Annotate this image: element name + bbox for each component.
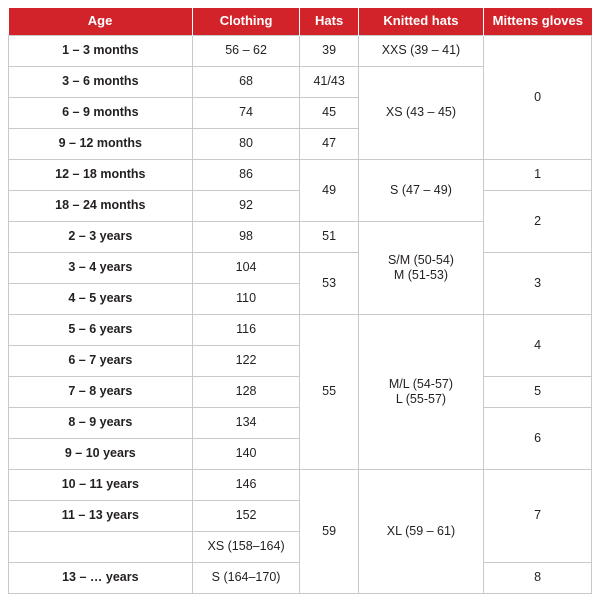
cell-clothing: S (164–170) — [192, 562, 300, 593]
table-row — [9, 314, 592, 345]
cell-knitted-hats: XXS (39 – 41) — [358, 35, 483, 66]
cell-hats: 51 — [300, 221, 358, 252]
header-mittens-gloves: Mittens gloves — [484, 8, 592, 35]
cell-clothing: 140 — [192, 438, 300, 469]
table-row — [9, 159, 592, 190]
cell-mittens-gloves: 8 — [484, 562, 592, 593]
cell-clothing: 104 — [192, 252, 300, 283]
cell-age: 9 – 10 years — [9, 438, 193, 469]
cell-clothing: 86 — [192, 159, 300, 190]
cell-age: 2 – 3 years — [9, 221, 193, 252]
cell-clothing: 92 — [192, 190, 300, 221]
header-clothing: Clothing — [192, 8, 300, 35]
cell-age: 5 – 6 years — [9, 314, 193, 345]
cell-hats: 41/43 — [300, 66, 358, 97]
table-body — [9, 35, 592, 593]
cell-clothing: 74 — [192, 97, 300, 128]
table-row — [9, 469, 592, 500]
header-row — [9, 8, 592, 35]
cell-hats: 59 — [300, 469, 358, 593]
size-chart-table — [8, 8, 592, 594]
cell-age: 13 – … years — [9, 562, 193, 593]
cell-clothing: 122 — [192, 345, 300, 376]
cell-age: 8 – 9 years — [9, 407, 193, 438]
cell-age: 7 – 8 years — [9, 376, 193, 407]
cell-knitted-hats: XS (43 – 45) — [358, 66, 483, 159]
cell-mittens-gloves: 3 — [484, 252, 592, 314]
cell-hats: 47 — [300, 128, 358, 159]
cell-mittens-gloves: 0 — [484, 35, 592, 159]
cell-mittens-gloves: 4 — [484, 314, 592, 376]
knitted-hats-line-1: S/M (50-54) — [387, 252, 454, 267]
cell-age: 6 – 9 months — [9, 97, 193, 128]
cell-clothing: 56 – 62 — [192, 35, 300, 66]
cell-clothing: 128 — [192, 376, 300, 407]
cell-age: 10 – 11 years — [9, 469, 193, 500]
cell-clothing: XS (158–164) — [192, 531, 300, 562]
cell-age: 18 – 24 months — [9, 190, 193, 221]
cell-hats: 39 — [300, 35, 358, 66]
cell-knitted-hats: S (47 – 49) — [358, 159, 483, 221]
cell-age: 9 – 12 months — [9, 128, 193, 159]
header-knitted-hats: Knitted hats — [358, 8, 483, 35]
cell-knitted-hats — [358, 221, 483, 314]
table-row — [9, 35, 592, 66]
cell-age: 12 – 18 months — [9, 159, 193, 190]
cell-hats: 49 — [300, 159, 358, 221]
cell-hats: 55 — [300, 314, 358, 469]
cell-knitted-hats: XL (59 – 61) — [358, 469, 483, 593]
cell-clothing: 116 — [192, 314, 300, 345]
cell-mittens-gloves: 1 — [484, 159, 592, 190]
table-row — [9, 252, 592, 283]
knitted-hats-line-2: M (51-53) — [393, 267, 449, 282]
knitted-hats-line-2: L (55-57) — [395, 391, 447, 406]
cell-age: 3 – 6 months — [9, 66, 193, 97]
cell-clothing: 98 — [192, 221, 300, 252]
knitted-hats-line-1: M/L (54-57) — [388, 376, 454, 391]
cell-mittens-gloves: 7 — [484, 469, 592, 562]
cell-clothing: 146 — [192, 469, 300, 500]
header-hats: Hats — [300, 8, 358, 35]
cell-clothing: 110 — [192, 283, 300, 314]
cell-clothing: 68 — [192, 66, 300, 97]
cell-hats: 45 — [300, 97, 358, 128]
cell-clothing: 134 — [192, 407, 300, 438]
cell-clothing: 152 — [192, 500, 300, 531]
cell-mittens-gloves: 5 — [484, 376, 592, 407]
cell-age — [9, 531, 193, 562]
cell-mittens-gloves: 2 — [484, 190, 592, 252]
cell-hats: 53 — [300, 252, 358, 314]
cell-age: 3 – 4 years — [9, 252, 193, 283]
cell-age: 11 – 13 years — [9, 500, 193, 531]
cell-age: 6 – 7 years — [9, 345, 193, 376]
cell-knitted-hats — [358, 314, 483, 469]
table-header — [9, 8, 592, 35]
cell-clothing: 80 — [192, 128, 300, 159]
cell-age: 4 – 5 years — [9, 283, 193, 314]
cell-age: 1 – 3 months — [9, 35, 193, 66]
header-age: Age — [9, 8, 193, 35]
cell-mittens-gloves: 6 — [484, 407, 592, 469]
